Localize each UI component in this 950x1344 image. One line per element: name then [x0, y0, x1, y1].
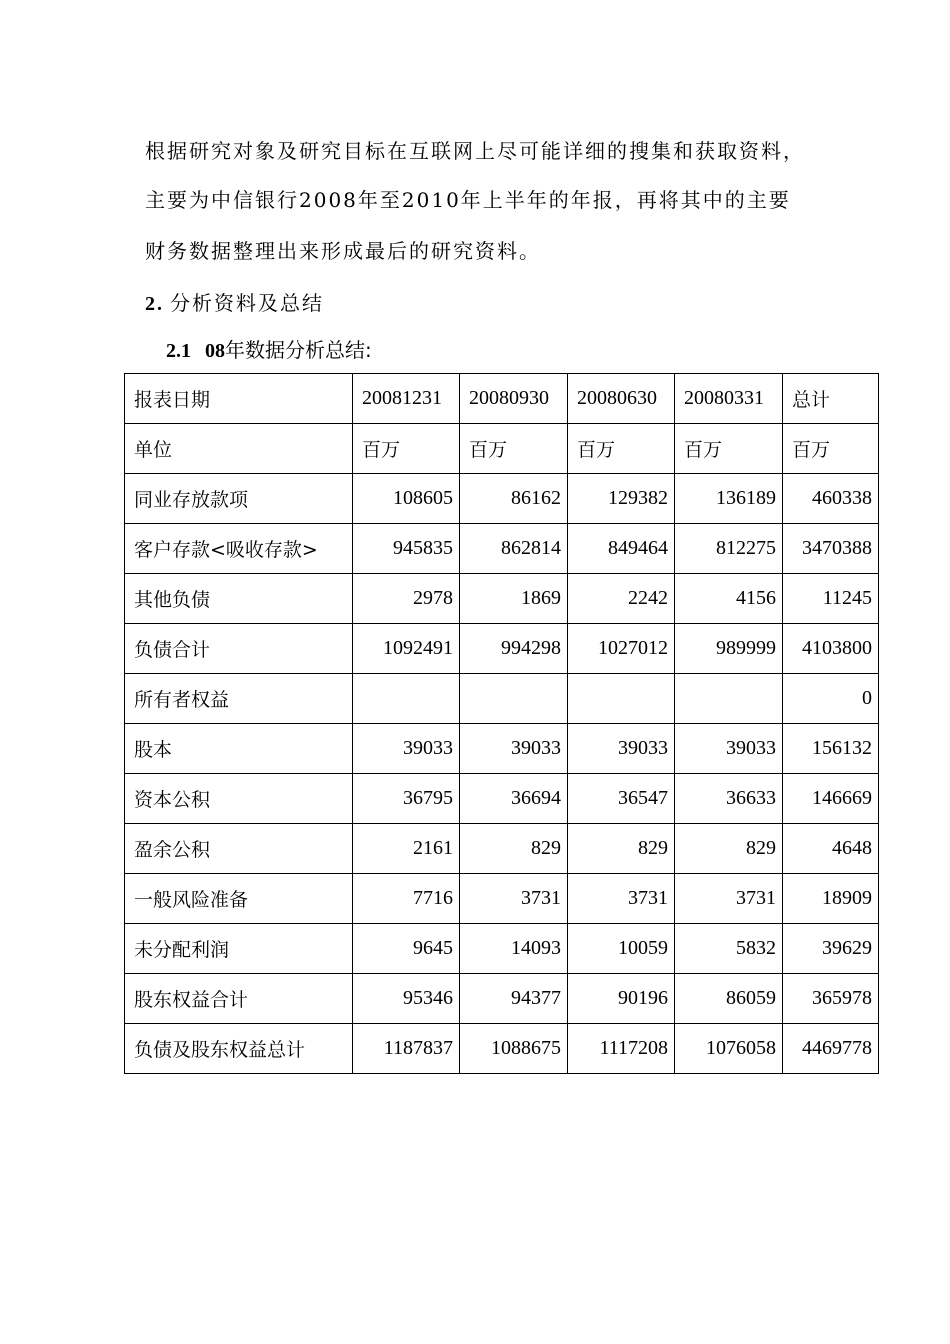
value-cell [460, 674, 568, 724]
row-label-cell: 客户存款<吸收存款> [125, 524, 353, 574]
value-cell: 365978 [783, 974, 879, 1024]
value-cell: 9645 [353, 924, 460, 974]
row-label-cell: 资本公积 [125, 774, 353, 824]
table-row [125, 774, 879, 824]
value-cell: 7716 [353, 874, 460, 924]
table-row [125, 524, 879, 574]
table-unit-row [125, 424, 879, 474]
table-row [125, 874, 879, 924]
value-cell: 4648 [783, 824, 879, 874]
value-cell: 3731 [568, 874, 675, 924]
value-cell: 36633 [675, 774, 783, 824]
value-cell: 1027012 [568, 624, 675, 674]
value-cell: 460338 [783, 474, 879, 524]
unit-cell: 百万 [353, 424, 460, 474]
header-date-cell: 20080630 [568, 374, 675, 424]
value-cell: 1117208 [568, 1024, 675, 1074]
value-cell: 829 [568, 824, 675, 874]
financial-data-table [124, 373, 879, 1074]
value-cell: 39033 [568, 724, 675, 774]
subsection-title: 年数据分析总结: [225, 338, 372, 362]
value-cell: 39033 [460, 724, 568, 774]
section-number: 2. [145, 293, 164, 315]
value-cell [568, 674, 675, 724]
value-cell: 146669 [783, 774, 879, 824]
table-row [125, 974, 879, 1024]
value-cell: 3470388 [783, 524, 879, 574]
subsection-title-prefix: 08 [205, 340, 225, 362]
row-label-cell: 同业存放款项 [125, 474, 353, 524]
value-cell: 86059 [675, 974, 783, 1024]
paragraph-line-3: 财务数据整理出来形成最后的研究资料。 [145, 239, 541, 263]
table-row [125, 474, 879, 524]
table-row [125, 724, 879, 774]
value-cell: 11245 [783, 574, 879, 624]
header-date-cell: 20081231 [353, 374, 460, 424]
header-date-cell: 20080331 [675, 374, 783, 424]
unit-cell: 百万 [568, 424, 675, 474]
value-cell: 136189 [675, 474, 783, 524]
value-cell: 39629 [783, 924, 879, 974]
row-label-cell: 一般风险准备 [125, 874, 353, 924]
row-label-cell: 盈余公积 [125, 824, 353, 874]
value-cell: 39033 [675, 724, 783, 774]
value-cell: 1088675 [460, 1024, 568, 1074]
value-cell: 94377 [460, 974, 568, 1024]
value-cell: 39033 [353, 724, 460, 774]
value-cell: 36795 [353, 774, 460, 824]
unit-label-cell: 单位 [125, 424, 353, 474]
unit-cell: 百万 [675, 424, 783, 474]
unit-cell: 百万 [783, 424, 879, 474]
row-label-cell: 其他负债 [125, 574, 353, 624]
row-label-cell: 股东权益合计 [125, 974, 353, 1024]
subsection-heading [166, 340, 372, 361]
value-cell: 862814 [460, 524, 568, 574]
row-label-cell: 负债及股东权益总计 [125, 1024, 353, 1074]
row-label-cell: 负债合计 [125, 624, 353, 674]
value-cell: 849464 [568, 524, 675, 574]
value-cell: 108605 [353, 474, 460, 524]
value-cell: 829 [675, 824, 783, 874]
value-cell: 0 [783, 674, 879, 724]
value-cell: 1869 [460, 574, 568, 624]
table-header-row [125, 374, 879, 424]
value-cell: 1092491 [353, 624, 460, 674]
value-cell: 95346 [353, 974, 460, 1024]
subsection-number: 2.1 [166, 340, 191, 362]
row-label-cell: 未分配利润 [125, 924, 353, 974]
value-cell: 829 [460, 824, 568, 874]
table-row [125, 924, 879, 974]
value-cell: 1076058 [675, 1024, 783, 1074]
row-label-cell: 股本 [125, 724, 353, 774]
value-cell [353, 674, 460, 724]
value-cell: 2242 [568, 574, 675, 624]
value-cell: 90196 [568, 974, 675, 1024]
table-row [125, 674, 879, 724]
value-cell: 18909 [783, 874, 879, 924]
row-label-cell: 所有者权益 [125, 674, 353, 724]
value-cell: 2161 [353, 824, 460, 874]
section-title: 分析资料及总结 [170, 291, 324, 315]
table-row [125, 1024, 879, 1074]
value-cell: 812275 [675, 524, 783, 574]
section-heading [145, 293, 324, 314]
value-cell: 3731 [675, 874, 783, 924]
value-cell: 129382 [568, 474, 675, 524]
value-cell: 994298 [460, 624, 568, 674]
value-cell: 1187837 [353, 1024, 460, 1074]
value-cell: 4469778 [783, 1024, 879, 1074]
paragraph-line-1: 根据研究对象及研究目标在互联网上尽可能详细的搜集和获取资料， [145, 139, 805, 163]
value-cell: 4156 [675, 574, 783, 624]
value-cell: 3731 [460, 874, 568, 924]
value-cell: 36547 [568, 774, 675, 824]
table-row [125, 574, 879, 624]
value-cell: 4103800 [783, 624, 879, 674]
value-cell: 945835 [353, 524, 460, 574]
value-cell: 36694 [460, 774, 568, 824]
header-label-cell: 报表日期 [125, 374, 353, 424]
value-cell: 10059 [568, 924, 675, 974]
value-cell: 14093 [460, 924, 568, 974]
value-cell: 156132 [783, 724, 879, 774]
value-cell: 5832 [675, 924, 783, 974]
header-total-cell: 总计 [783, 374, 879, 424]
value-cell: 2978 [353, 574, 460, 624]
value-cell: 989999 [675, 624, 783, 674]
value-cell [675, 674, 783, 724]
header-date-cell: 20080930 [460, 374, 568, 424]
value-cell: 86162 [460, 474, 568, 524]
paragraph-line-2: 主要为中信银行2008年至2010年上半年的年报，再将其中的主要 [145, 188, 791, 212]
table-row [125, 824, 879, 874]
unit-cell: 百万 [460, 424, 568, 474]
table-row [125, 624, 879, 674]
